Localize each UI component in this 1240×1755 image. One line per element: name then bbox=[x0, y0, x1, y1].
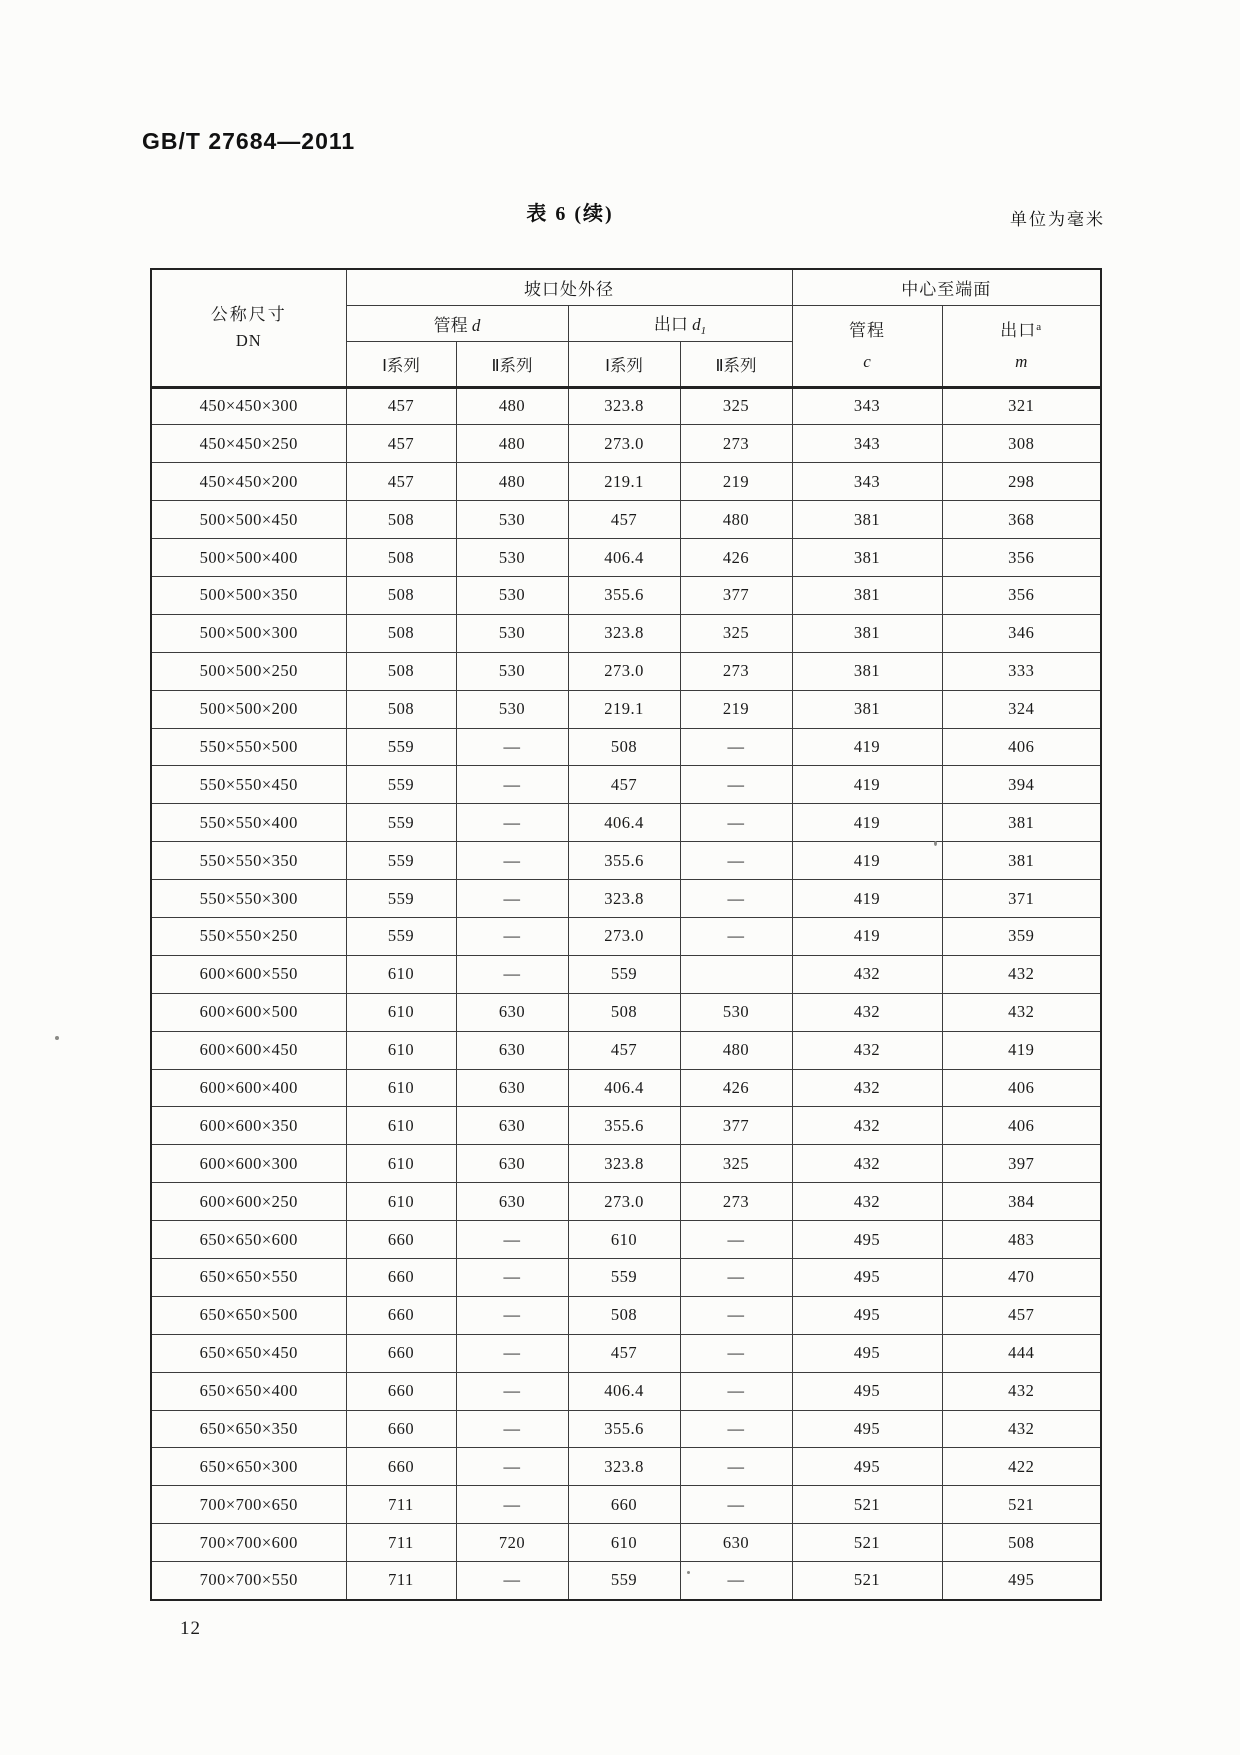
value-cell: 530 bbox=[680, 993, 792, 1031]
value-cell: — bbox=[456, 917, 568, 955]
dn-cell: 500×500×200 bbox=[151, 690, 346, 728]
value-cell: 432 bbox=[792, 1183, 942, 1221]
value-cell: 630 bbox=[456, 993, 568, 1031]
table-row bbox=[151, 728, 1101, 766]
header-nominal-size bbox=[151, 269, 346, 387]
value-cell: 495 bbox=[792, 1448, 942, 1486]
dn-cell: 450×450×250 bbox=[151, 425, 346, 463]
dn-cell: 650×650×550 bbox=[151, 1258, 346, 1296]
dn-cell: 500×500×250 bbox=[151, 652, 346, 690]
table-row bbox=[151, 1524, 1101, 1562]
dn-cell: 600×600×450 bbox=[151, 1031, 346, 1069]
header-nominal-size-label: 公称尺寸 bbox=[210, 305, 287, 324]
value-cell: 711 bbox=[346, 1524, 456, 1562]
table-row bbox=[151, 917, 1101, 955]
value-cell: — bbox=[456, 728, 568, 766]
value-cell: 660 bbox=[568, 1486, 680, 1524]
value-cell: — bbox=[680, 1448, 792, 1486]
value-cell bbox=[680, 955, 792, 993]
value-cell: 381 bbox=[792, 576, 942, 614]
value-cell: 610 bbox=[568, 1524, 680, 1562]
standard-number: GB/T 27684—2011 bbox=[142, 128, 356, 154]
value-cell: 219.1 bbox=[568, 690, 680, 728]
value-cell: 530 bbox=[456, 690, 568, 728]
scan-speck bbox=[934, 841, 937, 846]
dn-cell: 500×500×400 bbox=[151, 539, 346, 577]
table-row bbox=[151, 993, 1101, 1031]
header-run-series1: Ⅰ系列 bbox=[346, 341, 456, 387]
value-cell: 273 bbox=[680, 425, 792, 463]
value-cell: 483 bbox=[942, 1221, 1101, 1259]
value-cell: 521 bbox=[792, 1486, 942, 1524]
value-cell: — bbox=[456, 1486, 568, 1524]
value-cell: 457 bbox=[346, 387, 456, 425]
header-center-to-end-face: 中心至端面 bbox=[792, 269, 1101, 305]
value-cell: 324 bbox=[942, 690, 1101, 728]
value-cell: 457 bbox=[942, 1296, 1101, 1334]
value-cell: 343 bbox=[792, 463, 942, 501]
value-cell: 432 bbox=[942, 1410, 1101, 1448]
value-cell: 219 bbox=[680, 690, 792, 728]
table-body bbox=[151, 387, 1101, 1600]
value-cell: 530 bbox=[456, 539, 568, 577]
value-cell: 381 bbox=[792, 539, 942, 577]
value-cell: 660 bbox=[346, 1372, 456, 1410]
value-cell: 419 bbox=[792, 728, 942, 766]
value-cell: 381 bbox=[792, 614, 942, 652]
dn-cell: 500×500×350 bbox=[151, 576, 346, 614]
value-cell: 660 bbox=[346, 1334, 456, 1372]
value-cell: 325 bbox=[680, 387, 792, 425]
value-cell: 610 bbox=[346, 1107, 456, 1145]
dn-cell: 600×600×500 bbox=[151, 993, 346, 1031]
dn-cell: 600×600×250 bbox=[151, 1183, 346, 1221]
header-outlet-series2: Ⅱ系列 bbox=[680, 341, 792, 387]
value-cell: 495 bbox=[792, 1410, 942, 1448]
table-row bbox=[151, 1562, 1101, 1600]
value-cell: 660 bbox=[346, 1296, 456, 1334]
value-cell: 660 bbox=[346, 1221, 456, 1259]
value-cell: 530 bbox=[456, 576, 568, 614]
dn-cell: 600×600×300 bbox=[151, 1145, 346, 1183]
value-cell: — bbox=[456, 1562, 568, 1600]
table-row bbox=[151, 1031, 1101, 1069]
table-row bbox=[151, 614, 1101, 652]
dn-cell: 700×700×600 bbox=[151, 1524, 346, 1562]
value-cell: 323.8 bbox=[568, 1448, 680, 1486]
value-cell: 384 bbox=[942, 1183, 1101, 1221]
value-cell: 508 bbox=[942, 1524, 1101, 1562]
table-row bbox=[151, 1334, 1101, 1372]
table-row bbox=[151, 1145, 1101, 1183]
value-cell: 630 bbox=[456, 1069, 568, 1107]
value-cell: 457 bbox=[568, 766, 680, 804]
header-run-series2: Ⅱ系列 bbox=[456, 341, 568, 387]
value-cell: 219 bbox=[680, 463, 792, 501]
value-cell: — bbox=[456, 1448, 568, 1486]
center-run-variable: c bbox=[863, 351, 871, 371]
header-outlet-series1: Ⅰ系列 bbox=[568, 341, 680, 387]
value-cell: 508 bbox=[346, 501, 456, 539]
value-cell: 406 bbox=[942, 728, 1101, 766]
dn-cell: 650×650×500 bbox=[151, 1296, 346, 1334]
table-row bbox=[151, 1486, 1101, 1524]
value-cell: 406.4 bbox=[568, 1372, 680, 1410]
value-cell: 219.1 bbox=[568, 463, 680, 501]
value-cell: 495 bbox=[792, 1334, 942, 1372]
value-cell: 508 bbox=[346, 652, 456, 690]
value-cell: 432 bbox=[792, 1107, 942, 1145]
value-cell: 343 bbox=[792, 387, 942, 425]
header-outlet-d1 bbox=[568, 305, 792, 341]
value-cell: 559 bbox=[568, 955, 680, 993]
dn-cell: 700×700×550 bbox=[151, 1562, 346, 1600]
table-row bbox=[151, 880, 1101, 918]
value-cell: 381 bbox=[942, 804, 1101, 842]
value-cell: 355.6 bbox=[568, 1410, 680, 1448]
value-cell: 419 bbox=[792, 766, 942, 804]
dn-cell: 600×600×550 bbox=[151, 955, 346, 993]
value-cell: 381 bbox=[792, 501, 942, 539]
run-label: 管程 bbox=[433, 315, 468, 335]
value-cell: 377 bbox=[680, 576, 792, 614]
value-cell: 419 bbox=[792, 842, 942, 880]
dn-cell: 650×650×600 bbox=[151, 1221, 346, 1259]
value-cell: 630 bbox=[456, 1031, 568, 1069]
header-group-row bbox=[151, 269, 1101, 305]
value-cell: 559 bbox=[346, 842, 456, 880]
value-cell: 273.0 bbox=[568, 652, 680, 690]
value-cell: — bbox=[680, 1562, 792, 1600]
value-cell: 432 bbox=[942, 993, 1101, 1031]
value-cell: 508 bbox=[346, 576, 456, 614]
value-cell: — bbox=[680, 842, 792, 880]
scan-speck bbox=[55, 1036, 59, 1040]
value-cell: 346 bbox=[942, 614, 1101, 652]
table-row bbox=[151, 1107, 1101, 1145]
value-cell: — bbox=[680, 917, 792, 955]
value-cell: 397 bbox=[942, 1145, 1101, 1183]
table-row bbox=[151, 1410, 1101, 1448]
value-cell: 381 bbox=[792, 652, 942, 690]
table-row bbox=[151, 576, 1101, 614]
value-cell: 323.8 bbox=[568, 387, 680, 425]
value-cell: — bbox=[456, 1221, 568, 1259]
value-cell: — bbox=[680, 766, 792, 804]
dn-cell: 650×650×350 bbox=[151, 1410, 346, 1448]
value-cell: 432 bbox=[792, 1069, 942, 1107]
value-cell: 495 bbox=[942, 1562, 1101, 1600]
value-cell: 559 bbox=[346, 804, 456, 842]
value-cell: 377 bbox=[680, 1107, 792, 1145]
value-cell: 355.6 bbox=[568, 1107, 680, 1145]
table-row bbox=[151, 842, 1101, 880]
value-cell: 521 bbox=[792, 1524, 942, 1562]
value-cell: — bbox=[680, 1372, 792, 1410]
center-outlet-label: 出口 bbox=[1000, 320, 1037, 340]
value-cell: 559 bbox=[346, 728, 456, 766]
value-cell: 457 bbox=[346, 463, 456, 501]
header-center-outlet-m bbox=[942, 305, 1101, 387]
page-number: 12 bbox=[180, 1618, 201, 1639]
value-cell: 559 bbox=[346, 766, 456, 804]
dn-cell: 550×550×500 bbox=[151, 728, 346, 766]
value-cell: 323.8 bbox=[568, 614, 680, 652]
value-cell: 355.6 bbox=[568, 576, 680, 614]
value-cell: 432 bbox=[942, 1372, 1101, 1410]
value-cell: 426 bbox=[680, 539, 792, 577]
header-bevel-outside-diameter: 坡口处外径 bbox=[346, 269, 792, 305]
value-cell: 610 bbox=[346, 1031, 456, 1069]
value-cell: 406.4 bbox=[568, 1069, 680, 1107]
value-cell: 630 bbox=[456, 1183, 568, 1221]
run-variable: d bbox=[471, 315, 481, 335]
value-cell: 559 bbox=[568, 1258, 680, 1296]
value-cell: 610 bbox=[346, 955, 456, 993]
value-cell: — bbox=[680, 1296, 792, 1334]
value-cell: 610 bbox=[568, 1221, 680, 1259]
value-cell: 559 bbox=[568, 1562, 680, 1600]
value-cell: 273.0 bbox=[568, 425, 680, 463]
value-cell: 406.4 bbox=[568, 539, 680, 577]
value-cell: 711 bbox=[346, 1486, 456, 1524]
header-dn-label: DN bbox=[235, 331, 262, 350]
dn-cell: 450×450×200 bbox=[151, 463, 346, 501]
value-cell: 432 bbox=[942, 955, 1101, 993]
value-cell: 495 bbox=[792, 1258, 942, 1296]
outlet-variable: d bbox=[692, 314, 701, 334]
table-row bbox=[151, 1372, 1101, 1410]
unit-note: 单位为毫米 bbox=[1010, 210, 1105, 229]
value-cell: 457 bbox=[568, 1031, 680, 1069]
footnote-marker: a bbox=[1036, 320, 1043, 333]
table-row bbox=[151, 804, 1101, 842]
value-cell: — bbox=[456, 880, 568, 918]
value-cell: 323.8 bbox=[568, 880, 680, 918]
table-row bbox=[151, 501, 1101, 539]
table-row bbox=[151, 652, 1101, 690]
table-row bbox=[151, 955, 1101, 993]
value-cell: — bbox=[456, 1334, 568, 1372]
dn-cell: 500×500×450 bbox=[151, 501, 346, 539]
value-cell: 480 bbox=[456, 463, 568, 501]
value-cell: — bbox=[456, 804, 568, 842]
value-cell: — bbox=[680, 1221, 792, 1259]
dn-cell: 500×500×300 bbox=[151, 614, 346, 652]
value-cell: 419 bbox=[792, 804, 942, 842]
value-cell: 480 bbox=[456, 425, 568, 463]
value-cell: 273 bbox=[680, 652, 792, 690]
dn-cell: 550×550×350 bbox=[151, 842, 346, 880]
value-cell: 610 bbox=[346, 993, 456, 1031]
table-row bbox=[151, 1258, 1101, 1296]
value-cell: 444 bbox=[942, 1334, 1101, 1372]
dn-cell: 600×600×350 bbox=[151, 1107, 346, 1145]
value-cell: 356 bbox=[942, 576, 1101, 614]
value-cell: 356 bbox=[942, 539, 1101, 577]
value-cell: — bbox=[680, 728, 792, 766]
value-cell: 495 bbox=[792, 1296, 942, 1334]
value-cell: 432 bbox=[792, 955, 942, 993]
outlet-variable-subscript: 1 bbox=[700, 324, 707, 337]
value-cell: 521 bbox=[942, 1486, 1101, 1524]
value-cell: 432 bbox=[792, 1145, 942, 1183]
value-cell: — bbox=[456, 766, 568, 804]
value-cell: 457 bbox=[346, 425, 456, 463]
table-row bbox=[151, 1221, 1101, 1259]
dimension-table bbox=[150, 268, 1102, 1601]
value-cell: 711 bbox=[346, 1562, 456, 1600]
value-cell: 495 bbox=[792, 1221, 942, 1259]
value-cell: — bbox=[680, 804, 792, 842]
table-row bbox=[151, 1069, 1101, 1107]
value-cell: 371 bbox=[942, 880, 1101, 918]
value-cell: — bbox=[456, 1296, 568, 1334]
value-cell: 508 bbox=[346, 614, 456, 652]
value-cell: 508 bbox=[568, 1296, 680, 1334]
table-row bbox=[151, 463, 1101, 501]
value-cell: 457 bbox=[568, 501, 680, 539]
table-row bbox=[151, 1296, 1101, 1334]
dn-cell: 650×650×450 bbox=[151, 1334, 346, 1372]
value-cell: 610 bbox=[346, 1145, 456, 1183]
value-cell: 381 bbox=[942, 842, 1101, 880]
value-cell: 630 bbox=[456, 1107, 568, 1145]
table-row bbox=[151, 387, 1101, 425]
value-cell: 298 bbox=[942, 463, 1101, 501]
value-cell: 508 bbox=[568, 993, 680, 1031]
table-row bbox=[151, 1183, 1101, 1221]
value-cell: 508 bbox=[346, 539, 456, 577]
value-cell: 630 bbox=[456, 1145, 568, 1183]
value-cell: 359 bbox=[942, 917, 1101, 955]
value-cell: 406 bbox=[942, 1069, 1101, 1107]
value-cell: 480 bbox=[456, 387, 568, 425]
center-run-label: 管程 bbox=[849, 320, 885, 340]
value-cell: 325 bbox=[680, 614, 792, 652]
value-cell: 273.0 bbox=[568, 1183, 680, 1221]
value-cell: 508 bbox=[568, 728, 680, 766]
value-cell: — bbox=[456, 1410, 568, 1448]
value-cell: — bbox=[680, 1334, 792, 1372]
table-header bbox=[151, 269, 1101, 387]
value-cell: 406 bbox=[942, 1107, 1101, 1145]
value-cell: — bbox=[456, 955, 568, 993]
value-cell: 394 bbox=[942, 766, 1101, 804]
dn-cell: 450×450×300 bbox=[151, 387, 346, 425]
table-row bbox=[151, 690, 1101, 728]
value-cell: 273 bbox=[680, 1183, 792, 1221]
value-cell: — bbox=[456, 1372, 568, 1410]
dn-cell: 650×650×300 bbox=[151, 1448, 346, 1486]
value-cell: 419 bbox=[942, 1031, 1101, 1069]
value-cell: 660 bbox=[346, 1258, 456, 1296]
value-cell: — bbox=[680, 1486, 792, 1524]
value-cell: 321 bbox=[942, 387, 1101, 425]
value-cell: 559 bbox=[346, 880, 456, 918]
value-cell: 530 bbox=[456, 614, 568, 652]
value-cell: 323.8 bbox=[568, 1145, 680, 1183]
value-cell: — bbox=[680, 880, 792, 918]
value-cell: 480 bbox=[680, 501, 792, 539]
value-cell: 495 bbox=[792, 1372, 942, 1410]
value-cell: 508 bbox=[346, 690, 456, 728]
value-cell: 530 bbox=[456, 652, 568, 690]
value-cell: 610 bbox=[346, 1069, 456, 1107]
dn-cell: 650×650×400 bbox=[151, 1372, 346, 1410]
dn-cell: 600×600×400 bbox=[151, 1069, 346, 1107]
dn-cell: 550×550×300 bbox=[151, 880, 346, 918]
dn-cell: 550×550×400 bbox=[151, 804, 346, 842]
table-title: 表 6 (续) bbox=[526, 203, 614, 225]
table-row bbox=[151, 766, 1101, 804]
value-cell: — bbox=[456, 842, 568, 880]
value-cell: 432 bbox=[792, 1031, 942, 1069]
value-cell: 308 bbox=[942, 425, 1101, 463]
value-cell: 355.6 bbox=[568, 842, 680, 880]
value-cell: 419 bbox=[792, 880, 942, 918]
value-cell: — bbox=[680, 1410, 792, 1448]
value-cell: 630 bbox=[680, 1524, 792, 1562]
dn-cell: 700×700×650 bbox=[151, 1486, 346, 1524]
value-cell: 559 bbox=[346, 917, 456, 955]
value-cell: 422 bbox=[942, 1448, 1101, 1486]
value-cell: 470 bbox=[942, 1258, 1101, 1296]
center-outlet-variable: m bbox=[1015, 351, 1028, 371]
value-cell: 325 bbox=[680, 1145, 792, 1183]
table-row bbox=[151, 425, 1101, 463]
value-cell: 426 bbox=[680, 1069, 792, 1107]
value-cell: 457 bbox=[568, 1334, 680, 1372]
value-cell: 273.0 bbox=[568, 917, 680, 955]
table-row bbox=[151, 1448, 1101, 1486]
value-cell: 368 bbox=[942, 501, 1101, 539]
value-cell: 343 bbox=[792, 425, 942, 463]
value-cell: 480 bbox=[680, 1031, 792, 1069]
value-cell: 333 bbox=[942, 652, 1101, 690]
scan-speck bbox=[687, 1571, 690, 1574]
value-cell: 720 bbox=[456, 1524, 568, 1562]
value-cell: 530 bbox=[456, 501, 568, 539]
value-cell: 610 bbox=[346, 1183, 456, 1221]
value-cell: 432 bbox=[792, 993, 942, 1031]
value-cell: — bbox=[456, 1258, 568, 1296]
dn-cell: 550×550×250 bbox=[151, 917, 346, 955]
value-cell: 406.4 bbox=[568, 804, 680, 842]
header-center-run-c bbox=[792, 305, 942, 387]
value-cell: 419 bbox=[792, 917, 942, 955]
value-cell: 660 bbox=[346, 1448, 456, 1486]
dn-cell: 550×550×450 bbox=[151, 766, 346, 804]
value-cell: — bbox=[680, 1258, 792, 1296]
outlet-label: 出口 bbox=[653, 314, 688, 334]
table-row bbox=[151, 539, 1101, 577]
header-run-d bbox=[346, 305, 568, 341]
value-cell: 521 bbox=[792, 1562, 942, 1600]
value-cell: 660 bbox=[346, 1410, 456, 1448]
value-cell: 381 bbox=[792, 690, 942, 728]
